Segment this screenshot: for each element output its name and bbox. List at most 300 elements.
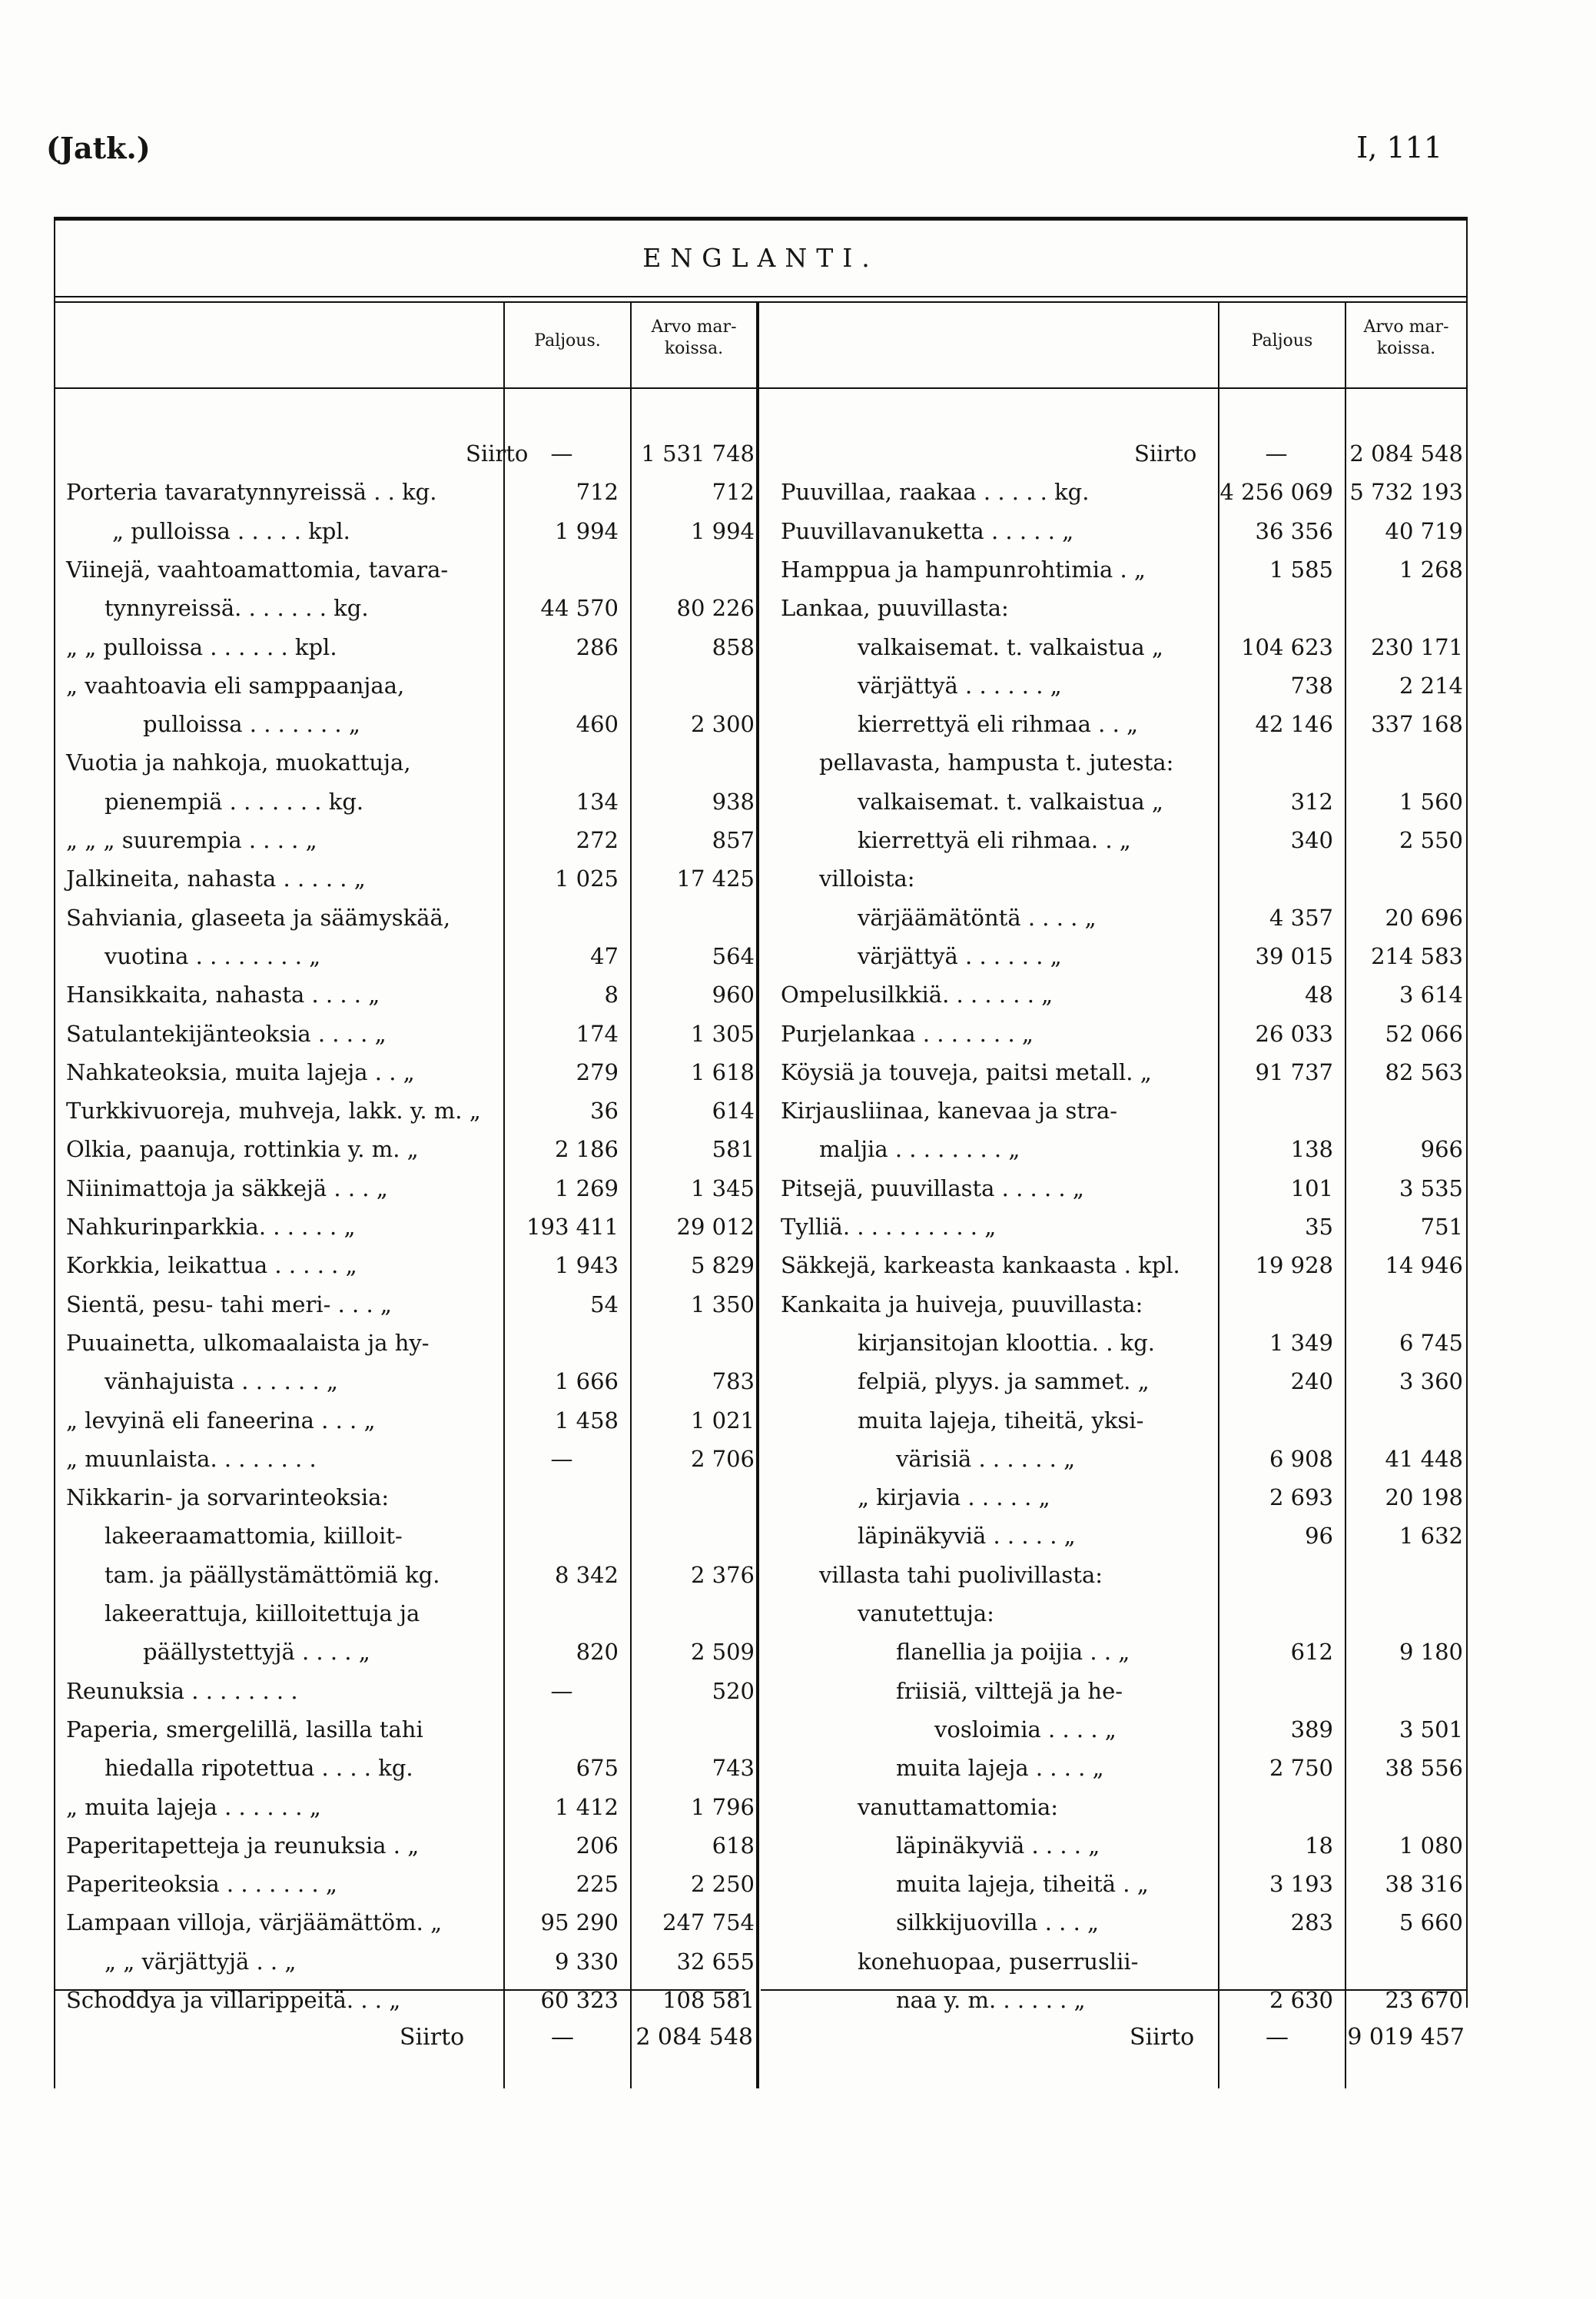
row-quantity: 312 bbox=[1290, 788, 1333, 815]
row-quantity: 2 186 bbox=[554, 1136, 619, 1163]
row-label: tam. ja päällystämättömiä kg. bbox=[105, 1561, 440, 1588]
row-value: 38 556 bbox=[1385, 1755, 1463, 1782]
row-quantity: 134 bbox=[576, 788, 619, 815]
row-quantity: 272 bbox=[576, 827, 619, 853]
row-value: 23 670 bbox=[1385, 1987, 1463, 2013]
row-quantity: 8 342 bbox=[554, 1561, 619, 1588]
footer-right-qty: — bbox=[1266, 2024, 1289, 2051]
row-quantity: 95 290 bbox=[540, 1909, 619, 1936]
table-row bbox=[781, 1517, 1465, 1555]
table-row bbox=[66, 473, 755, 511]
row-label: Pitsejä, puuvillasta . . . . . „ bbox=[781, 1174, 1084, 1201]
row-label: vanutettuja: bbox=[858, 1600, 994, 1626]
row-value: 5 829 bbox=[690, 1252, 755, 1279]
row-quantity: 60 323 bbox=[540, 1987, 619, 2013]
row-label: silkkijuovilla . . . „ bbox=[896, 1909, 1100, 1936]
row-label: päällystettyjä . . . . „ bbox=[143, 1639, 370, 1666]
table-row bbox=[781, 937, 1465, 975]
table-row bbox=[781, 782, 1465, 821]
row-quantity: 2 693 bbox=[1269, 1484, 1333, 1511]
row-label: Niinimattoja ja säkkejä . . . „ bbox=[66, 1174, 388, 1201]
row-label: Ompelusilkkiä. . . . . . . „ bbox=[781, 982, 1053, 1008]
table-row bbox=[66, 1324, 755, 1362]
header-rule-3 bbox=[54, 387, 1468, 389]
row-label: villasta tahi puolivillasta: bbox=[819, 1561, 1103, 1588]
row-label: „ vaahtoavia eli samppaanjaa, bbox=[66, 672, 405, 699]
table-row bbox=[66, 628, 755, 666]
table-row bbox=[66, 1981, 755, 2019]
table-row bbox=[781, 1169, 1465, 1208]
row-label: Schoddya ja villarippeitä. . . „ bbox=[66, 1987, 401, 2013]
row-value: 1 345 bbox=[690, 1174, 755, 1201]
row-value: 857 bbox=[712, 827, 755, 853]
row-value: 40 719 bbox=[1385, 517, 1463, 544]
table-row bbox=[781, 1594, 1465, 1633]
row-value: 564 bbox=[712, 942, 755, 969]
row-quantity: 174 bbox=[576, 1020, 619, 1047]
table-row bbox=[781, 1942, 1465, 1981]
row-label: naa y. m. . . . . . „ bbox=[896, 1987, 1086, 2013]
table-row bbox=[66, 1517, 755, 1555]
row-label: värjättyä . . . . . . „ bbox=[858, 942, 1062, 969]
row-quantity: 96 bbox=[1305, 1523, 1333, 1550]
row-label: Nikkarin- ja sorvarinteoksia: bbox=[66, 1484, 390, 1511]
row-value: 783 bbox=[712, 1368, 755, 1395]
row-label: hiedalla ripotettua . . . . kg. bbox=[105, 1755, 413, 1782]
row-value: 5 732 193 bbox=[1349, 479, 1463, 506]
row-value: 3 535 bbox=[1399, 1174, 1463, 1201]
table-row bbox=[781, 1130, 1465, 1168]
running-head-left: (Jatk.) bbox=[46, 131, 151, 165]
header-rule-2 bbox=[54, 301, 1468, 303]
row-value: 1 080 bbox=[1399, 1832, 1463, 1859]
row-quantity: 286 bbox=[576, 633, 619, 660]
table-row bbox=[66, 666, 755, 705]
table-row bbox=[781, 1401, 1465, 1440]
row-value: 520 bbox=[712, 1677, 755, 1704]
table-row bbox=[66, 512, 755, 550]
row-label: lakeerattuja, kiilloitettuja ja bbox=[105, 1600, 420, 1626]
row-label: „ pulloissa . . . . . kpl. bbox=[112, 517, 350, 544]
table-row bbox=[781, 1556, 1465, 1594]
row-label: Puuvillaa, raakaa . . . . . kg. bbox=[781, 479, 1090, 506]
row-label: kierrettyä eli rihmaa . . „ bbox=[858, 711, 1139, 738]
row-quantity: 48 bbox=[1305, 982, 1333, 1008]
table-row bbox=[66, 1053, 755, 1091]
table-row bbox=[66, 1633, 755, 1671]
row-quantity: 240 bbox=[1290, 1368, 1333, 1395]
table-row bbox=[66, 1903, 755, 1942]
table-row bbox=[66, 1672, 755, 1710]
row-label: Sientä, pesu- tahi meri- . . . „ bbox=[66, 1291, 392, 1317]
row-value: 1 796 bbox=[690, 1793, 755, 1820]
row-quantity: 138 bbox=[1290, 1136, 1333, 1163]
row-value: 712 bbox=[712, 479, 755, 506]
row-label: flanellia ja poijia . . „ bbox=[896, 1639, 1130, 1666]
row-label: Satulantekijänteoksia . . . . „ bbox=[66, 1020, 387, 1047]
table-row bbox=[781, 1710, 1465, 1749]
table-row bbox=[781, 1362, 1465, 1400]
row-quantity: 1 412 bbox=[554, 1793, 619, 1820]
row-quantity: 36 356 bbox=[1255, 517, 1333, 544]
table-row bbox=[66, 1440, 755, 1478]
row-quantity: 389 bbox=[1290, 1716, 1333, 1743]
row-label: Kankaita ja huiveja, puuvillasta: bbox=[781, 1291, 1143, 1317]
table-row bbox=[66, 1865, 755, 1903]
row-quantity: — bbox=[550, 1445, 573, 1472]
row-label: villoista: bbox=[819, 865, 915, 892]
table-row bbox=[66, 1401, 755, 1440]
table-row bbox=[66, 1208, 755, 1246]
col-paljous-right: Paljous bbox=[1251, 331, 1313, 350]
row-value: 41 448 bbox=[1385, 1445, 1463, 1472]
table-row bbox=[66, 1556, 755, 1594]
row-label: friisiä, vilttejä ja he- bbox=[896, 1677, 1123, 1704]
row-label: Lankaa, puuvillasta: bbox=[781, 595, 1009, 622]
table-row bbox=[66, 1246, 755, 1284]
footer-left-value: 2 084 548 bbox=[635, 2024, 753, 2051]
row-quantity: 1 585 bbox=[1269, 556, 1333, 583]
table-row bbox=[66, 782, 755, 821]
row-label: Purjelankaa . . . . . . . „ bbox=[781, 1020, 1034, 1047]
row-value: 1 305 bbox=[690, 1020, 755, 1047]
row-quantity: 91 737 bbox=[1255, 1058, 1333, 1085]
row-label: kierrettyä eli rihmaa. . „ bbox=[858, 827, 1131, 853]
footer-right-value: 9 019 457 bbox=[1347, 2024, 1465, 2051]
row-value: 20 696 bbox=[1385, 904, 1463, 931]
row-quantity: 1 943 bbox=[554, 1252, 619, 1279]
table-row bbox=[66, 937, 755, 975]
table-row bbox=[66, 1130, 755, 1168]
row-value: 214 583 bbox=[1371, 942, 1463, 969]
row-quantity: 9 330 bbox=[554, 1948, 619, 1975]
row-label: vanuttamattomia: bbox=[858, 1793, 1059, 1820]
table-row bbox=[781, 1324, 1465, 1362]
row-value: 108 581 bbox=[662, 1987, 755, 2013]
row-quantity: 54 bbox=[590, 1291, 619, 1317]
row-quantity: — bbox=[1265, 440, 1288, 467]
row-quantity: 206 bbox=[576, 1832, 619, 1859]
row-label: Hansikkaita, nahasta . . . . „ bbox=[66, 982, 380, 1008]
row-quantity: 225 bbox=[576, 1871, 619, 1898]
row-quantity: 283 bbox=[1290, 1909, 1333, 1936]
row-quantity: 612 bbox=[1290, 1639, 1333, 1666]
row-value: 1 632 bbox=[1399, 1523, 1463, 1550]
row-label: pulloissa . . . . . . . „ bbox=[143, 711, 360, 738]
row-label: muita lajeja, tiheitä . „ bbox=[896, 1871, 1149, 1898]
row-label: Siirto bbox=[1134, 440, 1197, 467]
row-quantity: 104 623 bbox=[1241, 633, 1333, 660]
table-row bbox=[66, 705, 755, 743]
row-label: Viinejä, vaahtoamattomia, tavara- bbox=[66, 556, 449, 583]
row-value: 2 376 bbox=[690, 1561, 755, 1588]
row-quantity: 1 025 bbox=[554, 865, 619, 892]
row-label: Vuotia ja nahkoja, muokattuja, bbox=[66, 749, 411, 776]
row-quantity: 6 908 bbox=[1269, 1445, 1333, 1472]
row-quantity: 712 bbox=[576, 479, 619, 506]
row-label: „ „ värjättyjä . . „ bbox=[105, 1948, 297, 1975]
row-value: 230 171 bbox=[1371, 633, 1463, 660]
country-title: ENGLANTI. bbox=[642, 243, 879, 273]
row-quantity: 1 666 bbox=[554, 1368, 619, 1395]
row-label: läpinäkyviä . . . . „ bbox=[896, 1832, 1100, 1859]
row-label: Paperia, smergelillä, lasilla tahi bbox=[66, 1716, 423, 1743]
row-quantity: 1 349 bbox=[1269, 1329, 1333, 1356]
table-row bbox=[781, 1440, 1465, 1478]
row-value: 2 550 bbox=[1399, 827, 1463, 853]
row-value: 2 300 bbox=[690, 711, 755, 738]
row-label: Olkia, paanuja, rottinkia y. m. „ bbox=[66, 1136, 419, 1163]
row-value: 938 bbox=[712, 788, 755, 815]
row-label: lakeeraamattomia, kiilloit- bbox=[105, 1523, 403, 1550]
row-value: 1 021 bbox=[690, 1407, 755, 1434]
table-row bbox=[781, 1015, 1465, 1053]
footer-right-label: Siirto bbox=[1130, 2024, 1195, 2051]
row-value: 1 560 bbox=[1399, 788, 1463, 815]
row-label: vuotina . . . . . . . . „ bbox=[105, 942, 321, 969]
row-value: 52 066 bbox=[1385, 1020, 1463, 1047]
table-row bbox=[66, 1942, 755, 1981]
row-label: muita lajeja, tiheitä, yksi- bbox=[858, 1407, 1144, 1434]
row-label: värisiä . . . . . . „ bbox=[896, 1445, 1076, 1472]
row-value: 614 bbox=[712, 1098, 755, 1125]
row-value: 618 bbox=[712, 1832, 755, 1859]
row-value: 38 316 bbox=[1385, 1871, 1463, 1898]
row-quantity: 675 bbox=[576, 1755, 619, 1782]
col-paljous-left: Paljous. bbox=[534, 331, 601, 350]
table-row bbox=[66, 1826, 755, 1865]
table-top-rule bbox=[54, 217, 1468, 221]
row-quantity: 8 bbox=[604, 982, 619, 1008]
row-label: maljia . . . . . . . . „ bbox=[819, 1136, 1020, 1163]
row-value: 2 084 548 bbox=[1349, 440, 1463, 467]
row-quantity: 460 bbox=[576, 711, 619, 738]
table-row bbox=[66, 1788, 755, 1826]
row-label: Puuainetta, ulkomaalaista ja hy- bbox=[66, 1329, 430, 1356]
table-row bbox=[66, 1015, 755, 1053]
row-label: Köysiä ja touveja, paitsi metall. „ bbox=[781, 1058, 1152, 1085]
table-row bbox=[781, 1672, 1465, 1710]
row-quantity: 279 bbox=[576, 1058, 619, 1085]
row-value: 29 012 bbox=[676, 1214, 755, 1240]
center-rule bbox=[756, 301, 759, 2088]
row-value: 3 501 bbox=[1399, 1716, 1463, 1743]
row-label: „ muita lajeja . . . . . . „ bbox=[66, 1793, 321, 1820]
row-label: Nahkurinparkkia. . . . . . „ bbox=[66, 1214, 356, 1240]
row-value: 9 180 bbox=[1399, 1639, 1463, 1666]
table-row bbox=[66, 589, 755, 627]
table-row bbox=[781, 1246, 1465, 1284]
row-label: Turkkivuoreja, muhveja, lakk. y. m. „ bbox=[66, 1098, 481, 1125]
outer-right-rule bbox=[1466, 217, 1468, 2008]
header-rule-1 bbox=[54, 296, 1468, 297]
table-row bbox=[781, 550, 1465, 589]
row-label: „ muunlaista. . . . . . . . bbox=[66, 1445, 317, 1472]
row-value: 80 226 bbox=[676, 595, 755, 622]
row-quantity: — bbox=[550, 440, 573, 467]
table-row bbox=[781, 899, 1465, 937]
row-label: Porteria tavaratynnyreissä . . kg. bbox=[66, 479, 437, 506]
row-quantity: 39 015 bbox=[1255, 942, 1333, 969]
row-quantity: 47 bbox=[590, 942, 619, 969]
table-row bbox=[781, 975, 1465, 1014]
table-row bbox=[66, 899, 755, 937]
row-quantity: 4 256 069 bbox=[1219, 479, 1333, 506]
row-quantity: 2 750 bbox=[1269, 1755, 1333, 1782]
outer-left-rule bbox=[54, 217, 55, 2088]
row-value: 2 250 bbox=[690, 1871, 755, 1898]
table-row bbox=[66, 1091, 755, 1130]
row-label: Puuvillavanuketta . . . . . „ bbox=[781, 517, 1074, 544]
table-row bbox=[781, 473, 1465, 511]
row-value: 2 214 bbox=[1399, 672, 1463, 699]
row-label: Paperiteoksia . . . . . . . „ bbox=[66, 1871, 337, 1898]
row-label: valkaisemat. t. valkaistua „ bbox=[858, 633, 1163, 660]
row-value: 2 706 bbox=[690, 1445, 755, 1472]
row-label: Paperitapetteja ja reunuksia . „ bbox=[66, 1832, 420, 1859]
row-value: 3 614 bbox=[1399, 982, 1463, 1008]
row-label: Tylliä. . . . . . . . . . „ bbox=[781, 1214, 997, 1240]
table-row bbox=[781, 859, 1465, 898]
table-row bbox=[781, 1826, 1465, 1865]
table-row bbox=[66, 434, 755, 473]
table-row bbox=[66, 1749, 755, 1787]
row-label: valkaisemat. t. valkaistua „ bbox=[858, 788, 1163, 815]
col-arvo-left: Arvo mar- koissa. bbox=[651, 317, 737, 358]
row-quantity: 35 bbox=[1305, 1214, 1333, 1240]
table-row bbox=[66, 859, 755, 898]
row-value: 1 994 bbox=[690, 517, 755, 544]
table-row bbox=[66, 550, 755, 589]
row-label: Korkkia, leikattua . . . . . „ bbox=[66, 1252, 357, 1279]
row-quantity: — bbox=[550, 1677, 573, 1704]
row-value: 5 660 bbox=[1399, 1909, 1463, 1936]
row-value: 966 bbox=[1420, 1136, 1463, 1163]
row-value: 581 bbox=[712, 1136, 755, 1163]
table-row bbox=[781, 1285, 1465, 1324]
row-value: 1 350 bbox=[690, 1291, 755, 1317]
table-row bbox=[781, 589, 1465, 627]
row-label: Siirto bbox=[466, 440, 529, 467]
row-label: Säkkejä, karkeasta kankaasta . kpl. bbox=[781, 1252, 1180, 1279]
row-value: 1 268 bbox=[1399, 556, 1463, 583]
row-label: kirjansitojan kloottia. . kg. bbox=[858, 1329, 1155, 1356]
row-quantity: 18 bbox=[1305, 1832, 1333, 1859]
table-row bbox=[781, 434, 1465, 473]
row-label: „ kirjavia . . . . . „ bbox=[858, 1484, 1050, 1511]
row-value: 20 198 bbox=[1385, 1484, 1463, 1511]
table-row bbox=[781, 1208, 1465, 1246]
row-value: 337 168 bbox=[1371, 711, 1463, 738]
row-quantity: 738 bbox=[1290, 672, 1333, 699]
row-quantity: 820 bbox=[576, 1639, 619, 1666]
table-row bbox=[66, 1710, 755, 1749]
row-label: Jalkineita, nahasta . . . . . „ bbox=[66, 865, 366, 892]
footer-left-qty: — bbox=[551, 2024, 574, 2051]
row-quantity: 101 bbox=[1290, 1174, 1333, 1201]
row-label: „ „ pulloissa . . . . . . kpl. bbox=[66, 633, 337, 660]
table-row bbox=[781, 705, 1465, 743]
table-row bbox=[66, 1285, 755, 1324]
row-quantity: 4 357 bbox=[1269, 904, 1333, 931]
row-quantity: 2 630 bbox=[1269, 1987, 1333, 2013]
row-value: 751 bbox=[1420, 1214, 1463, 1240]
row-quantity: 1 458 bbox=[554, 1407, 619, 1434]
page-number: I, 111 bbox=[1356, 131, 1442, 164]
row-label: tynnyreissä. . . . . . . kg. bbox=[105, 595, 369, 622]
table-row bbox=[66, 1362, 755, 1400]
row-quantity: 193 411 bbox=[526, 1214, 619, 1240]
table-row bbox=[66, 975, 755, 1014]
row-value: 14 946 bbox=[1385, 1252, 1463, 1279]
row-label: pellavasta, hampusta t. jutesta: bbox=[819, 749, 1174, 776]
row-label: Reunuksia . . . . . . . . bbox=[66, 1677, 298, 1704]
row-quantity: 42 146 bbox=[1255, 711, 1333, 738]
row-quantity: 36 bbox=[590, 1098, 619, 1125]
table-row bbox=[66, 743, 755, 782]
table-row bbox=[781, 1749, 1465, 1787]
row-value: 1 618 bbox=[690, 1058, 755, 1085]
row-value: 3 360 bbox=[1399, 1368, 1463, 1395]
table-row bbox=[781, 743, 1465, 782]
table-row bbox=[781, 1903, 1465, 1942]
col-arvo-right: Arvo mar- koissa. bbox=[1363, 317, 1449, 358]
row-value: 32 655 bbox=[676, 1948, 755, 1975]
row-label: läpinäkyviä . . . . . „ bbox=[858, 1523, 1076, 1550]
row-label: pienempiä . . . . . . . kg. bbox=[105, 788, 364, 815]
row-quantity: 19 928 bbox=[1255, 1252, 1333, 1279]
table-row bbox=[781, 821, 1465, 859]
table-row bbox=[781, 1633, 1465, 1671]
row-quantity: 340 bbox=[1290, 827, 1333, 853]
table-row bbox=[66, 1478, 755, 1517]
table-row bbox=[781, 1865, 1465, 1903]
row-label: vosloimia . . . . „ bbox=[934, 1716, 1117, 1743]
row-label: Nahkateoksia, muita lajeja . . „ bbox=[66, 1058, 415, 1085]
row-label: Hamppua ja hampunrohtimia . „ bbox=[781, 556, 1146, 583]
row-value: 743 bbox=[712, 1755, 755, 1782]
table-row bbox=[781, 1788, 1465, 1826]
row-value: 17 425 bbox=[676, 865, 755, 892]
row-label: „ „ „ suurempia . . . . „ bbox=[66, 827, 317, 853]
footer-left-label: Siirto bbox=[400, 2024, 465, 2051]
table-row bbox=[781, 628, 1465, 666]
row-label: vänhajuista . . . . . . „ bbox=[105, 1368, 338, 1395]
row-value: 960 bbox=[712, 982, 755, 1008]
row-quantity: 44 570 bbox=[540, 595, 619, 622]
row-label: Sahviania, glaseeta ja säämyskää, bbox=[66, 904, 451, 931]
row-value: 858 bbox=[712, 633, 755, 660]
table-row bbox=[781, 666, 1465, 705]
table-row bbox=[66, 821, 755, 859]
table-row bbox=[781, 512, 1465, 550]
row-label: Lampaan villoja, värjäämättöm. „ bbox=[66, 1909, 443, 1936]
row-label: felpiä, plyys. ja sammet. „ bbox=[858, 1368, 1150, 1395]
table-row bbox=[781, 1981, 1465, 2019]
table-row bbox=[66, 1169, 755, 1208]
row-quantity: 1 994 bbox=[554, 517, 619, 544]
table-row bbox=[66, 1594, 755, 1633]
row-label: konehuopaa, puserruslii- bbox=[858, 1948, 1139, 1975]
row-quantity: 1 269 bbox=[554, 1174, 619, 1201]
row-label: „ levyinä eli faneerina . . . „ bbox=[66, 1407, 376, 1434]
table-row bbox=[781, 1478, 1465, 1517]
row-value: 6 745 bbox=[1399, 1329, 1463, 1356]
row-label: värjäämätöntä . . . . „ bbox=[858, 904, 1097, 931]
table-row bbox=[781, 1053, 1465, 1091]
row-value: 82 563 bbox=[1385, 1058, 1463, 1085]
row-quantity: 26 033 bbox=[1255, 1020, 1333, 1047]
